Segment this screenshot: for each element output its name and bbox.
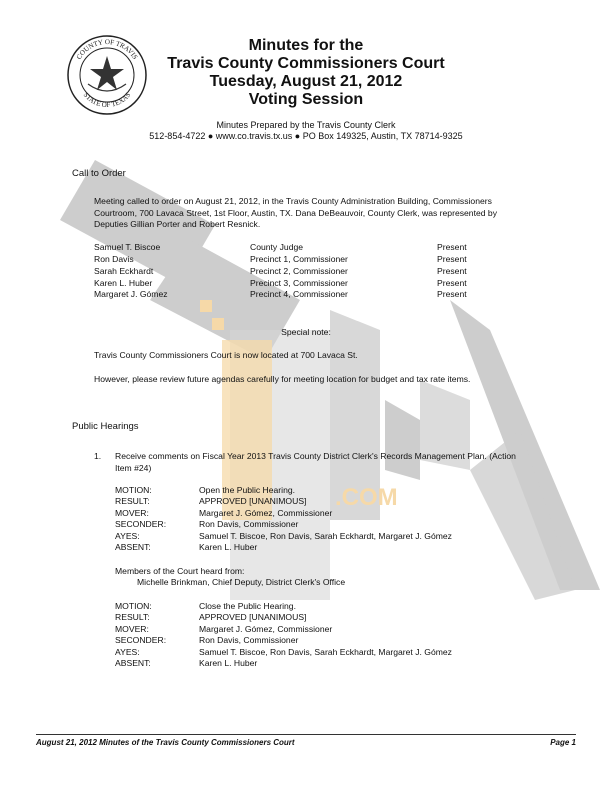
motion-row: ABSENT: Karen L. Huber	[115, 658, 258, 668]
svg-text:COUNTY OF TRAVIS: COUNTY OF TRAVIS	[74, 37, 140, 61]
motion-row: SECONDER: Ron Davis, Commissioner	[115, 519, 299, 529]
prepared-by: Minutes Prepared by the Travis County Clerk	[216, 120, 396, 130]
footer-page-number: Page 1	[550, 738, 576, 747]
roll-call-row: Karen L. Huber Precinct 3, Commissioner Present	[94, 278, 467, 288]
page-title	[150, 37, 462, 109]
item-number: 1.	[94, 451, 102, 461]
watermark-logo-text: .COM	[335, 484, 398, 511]
motion-row: RESULT: APPROVED [UNANIMOUS]	[115, 612, 307, 622]
svg-text:STATE OF TEXAS: STATE OF TEXAS	[81, 90, 133, 110]
motion-row: AYES: Samuel T. Biscoe, Ron Davis, Sarah Eckhardt, Margaret J. Gómez	[115, 647, 452, 657]
motion-row: ABSENT: Karen L. Huber	[115, 542, 258, 552]
star-icon	[90, 56, 124, 90]
special-note-line: However, please review future agendas carefully for meeting location for budget and tax rate items.	[94, 374, 471, 384]
motion-row: MOTION: Open the Public Hearing.	[115, 485, 296, 495]
title-line: Travis County Commissioners Court	[167, 55, 445, 72]
heard-from-label: Members of the Court heard from:	[115, 566, 245, 576]
motion-row: AYES: Samuel T. Biscoe, Ron Davis, Sarah Eckhardt, Margaret J. Gómez	[115, 531, 452, 541]
motion-row: MOVER: Margaret J. Gómez, Commissioner	[115, 508, 333, 518]
motion-row: RESULT: APPROVED [UNANIMOUS]	[115, 496, 307, 506]
heard-from-person: Michelle Brinkman, Chief Deputy, District Clerk's Office	[137, 577, 346, 587]
motion-row: SECONDER: Ron Davis, Commissioner	[115, 635, 299, 645]
section-heading-public-hearings: Public Hearings	[72, 421, 139, 432]
section-heading-call-to-order: Call to Order	[72, 168, 126, 179]
footer-left: August 21, 2012 Minutes of the Travis County Commissioners Court	[36, 738, 295, 747]
roll-call-row: Ron Davis Precinct 1, Commissioner Present	[94, 254, 467, 264]
special-note-heading: Special note:	[281, 327, 331, 337]
item-text: Receive comments on Fiscal Year 2013 Travis County District Clerk's Records Management Plan. (Action Item #24)	[115, 451, 516, 473]
motion-row: MOVER: Margaret J. Gómez, Commissioner	[115, 624, 333, 634]
title-line: Tuesday, August 21, 2012	[209, 73, 403, 90]
call-to-order-paragraph: Meeting called to order on August 21, 2012, in the Travis County Administration Building, Commissioners Courtroom, 700 Lavaca Street, 1st Floor, Austin, TX. Dana DeBeauvoir, County Clerk, was represented by Deputies Gillian Porter and Robert Resnick.	[94, 196, 497, 230]
roll-call-row: Margaret J. Gómez Precinct 4, Commissioner Present	[94, 289, 467, 299]
county-seal	[66, 34, 148, 116]
motion-row: MOTION: Close the Public Hearing.	[115, 601, 296, 611]
watermark-logo-dot	[200, 300, 212, 312]
roll-call-row: Samuel T. Biscoe County Judge Present	[94, 242, 467, 252]
title-line: Minutes for the	[248, 37, 364, 54]
roll-call-row: Sarah Eckhardt Precinct 2, Commissioner Present	[94, 266, 467, 276]
special-note-line: Travis County Commissioners Court is now located at 700 Lavaca St.	[94, 350, 358, 360]
footer-divider	[36, 734, 576, 735]
title-line: Voting Session	[248, 91, 364, 108]
contact-line: 512-854-4722 ● www.co.travis.tx.us ● PO Box 149325, Austin, TX 78714-9325	[149, 131, 463, 141]
